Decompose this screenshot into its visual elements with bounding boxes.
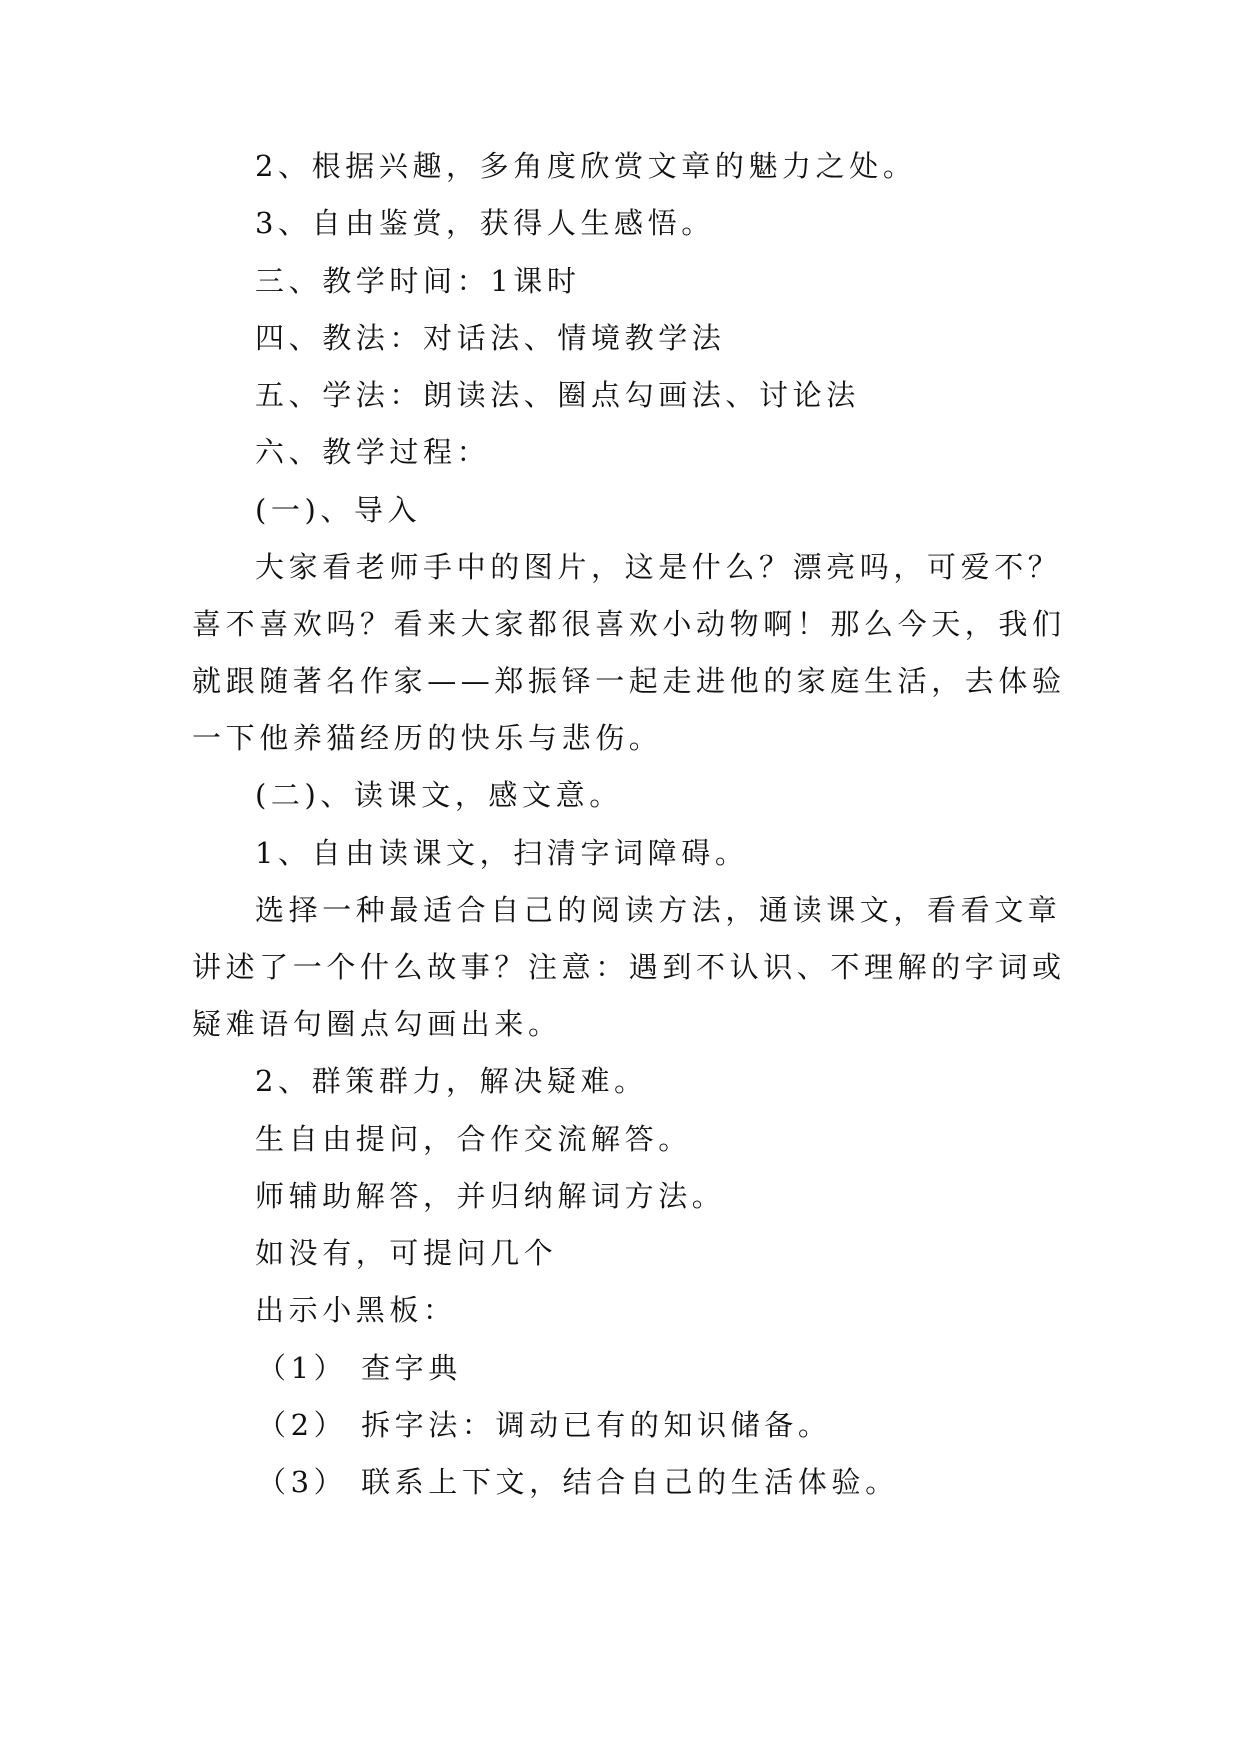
paragraph-student-questions: 生自由提问，合作交流解答。: [255, 1122, 692, 1156]
paragraph-intro-line-4: 一下他养猫经历的快乐与悲伤。: [192, 721, 663, 755]
section-introduction: (一)、导入: [255, 493, 422, 527]
step-free-reading: 1、自由读课文，扫清字词障碍。: [255, 836, 749, 870]
paragraph-reading-line-2: 讲述了一个什么故事？注意：遇到不认识、不理解的字词或: [192, 950, 1066, 984]
heading-teaching-method: 四、教法：对话法、情境教学法: [255, 321, 726, 355]
paragraph-objective-2: 2、根据兴趣，多角度欣赏文章的魅力之处。: [255, 149, 917, 183]
paragraph-blackboard: 出示小黑板：: [255, 1293, 457, 1327]
list-item-dictionary: （1） 查字典: [257, 1351, 462, 1385]
paragraph-reading-line-3: 疑难语句圈点勾画出来。: [192, 1007, 562, 1041]
paragraph-if-none: 如没有，可提问几个: [255, 1236, 558, 1270]
paragraph-teacher-assist: 师辅助解答，并归纳解词方法。: [255, 1179, 726, 1213]
step-group-solving: 2、群策群力，解决疑难。: [255, 1064, 648, 1098]
heading-teaching-process: 六、教学过程：: [255, 435, 491, 469]
list-item-split-characters: （2） 拆字法：调动已有的知识储备。: [257, 1408, 832, 1442]
paragraph-objective-3: 3、自由鉴赏，获得人生感悟。: [255, 206, 715, 240]
heading-teaching-time: 三、教学时间：1课时: [255, 264, 581, 298]
section-read-text: (二)、读课文，感文意。: [255, 778, 623, 812]
list-item-context: （3） 联系上下文，结合自己的生活体验。: [257, 1465, 899, 1499]
paragraph-reading-line-1: 选择一种最适合自己的阅读方法，通读课文，看看文章: [255, 893, 1062, 927]
paragraph-intro-line-1: 大家看老师手中的图片，这是什么？漂亮吗，可爱不？: [255, 550, 1062, 584]
paragraph-intro-line-3: 就跟随著名作家——郑振铎一起走进他的家庭生活，去体验: [192, 664, 1066, 698]
heading-learning-method: 五、学法：朗读法、圈点勾画法、讨论法: [255, 378, 860, 412]
paragraph-intro-line-2: 喜不喜欢吗？看来大家都很喜欢小动物啊！那么今天，我们: [192, 607, 1066, 641]
